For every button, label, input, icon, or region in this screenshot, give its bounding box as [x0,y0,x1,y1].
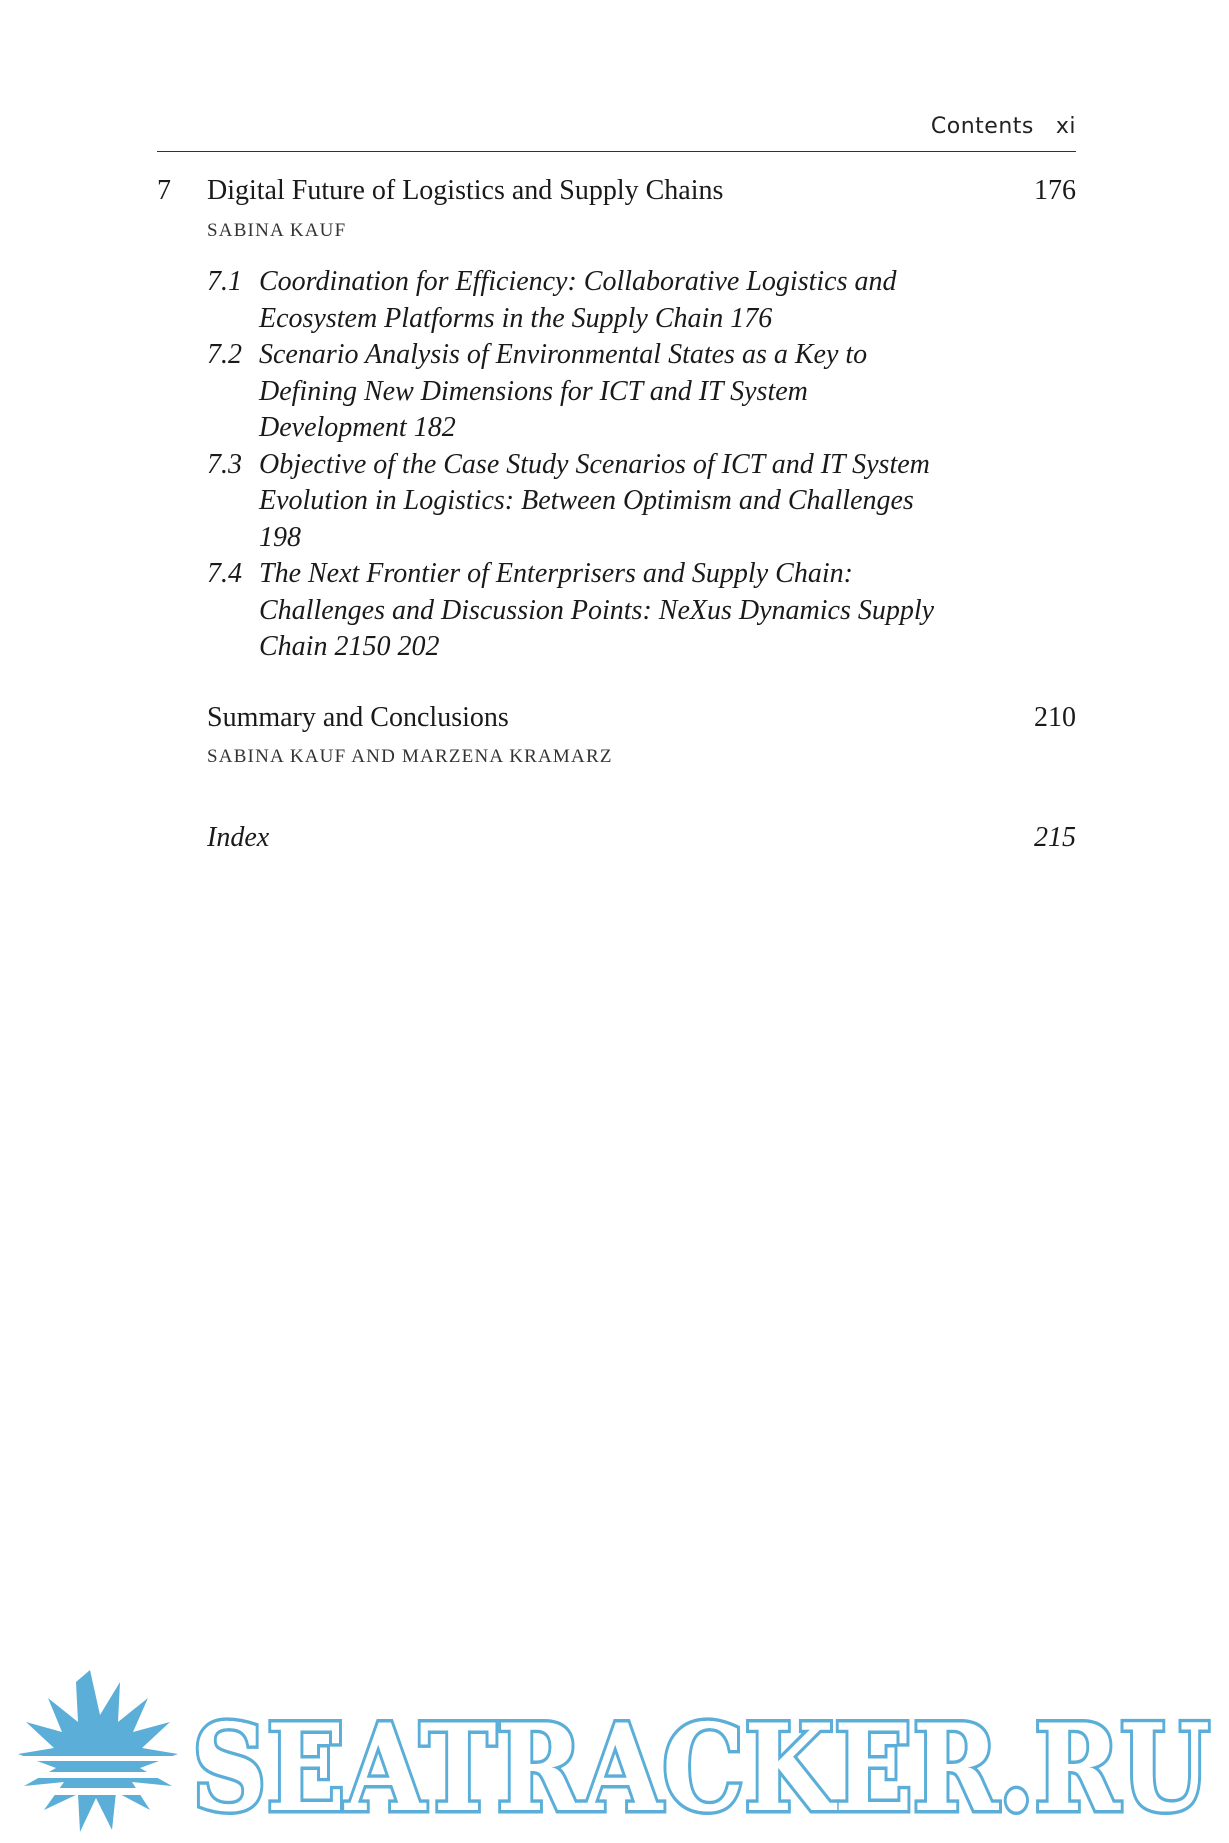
chapter-number: 7 [157,175,171,206]
section-number: 7.3 [207,448,242,480]
section-entry[interactable] [207,447,967,557]
section-entry[interactable] [207,556,967,666]
index-title[interactable]: Index [207,822,270,853]
section-title: Coordination for Efficiency: Collaborative Logistics and Ecosystem Platforms in the Supply Chain 176 [259,266,897,334]
chapter-page-number: 176 [1034,175,1076,206]
section-number: 7.2 [207,339,242,370]
summary-authors: SABINA KAUF AND MARZENA KRAMARZ [207,746,613,767]
sun-icon [0,1670,190,1832]
summary-title[interactable]: Summary and Conclusions [207,702,509,733]
chapter-title[interactable]: Digital Future of Logistics and Supply Chains [207,175,724,206]
watermark-logo [0,1660,1229,1843]
watermark-text: SEATRACKER.RU [192,1698,1210,1839]
chapter-author: SABINA KAUF [207,220,347,241]
running-header [931,114,1076,139]
section-list [207,264,967,666]
section-title: Scenario Analysis of Environmental States as a Key to Defining New Dimensions for ICT and IT System Development 182 [259,339,868,443]
running-header-page: xi [1055,114,1076,139]
section-number: 7.4 [207,558,242,589]
section-title: The Next Frontier of Enterprisers and Supply Chain: Challenges and Discussion Points: NeXus Dynamics Supply Chain 2150 202 [259,558,935,662]
summary-page-number: 210 [1034,702,1076,733]
index-page-number: 215 [1034,822,1076,853]
section-title: Objective of the Case Study Scenarios of ICT and IT System Evolution in Logistics: Between Optimism and Challenges 198 [259,448,930,553]
running-header-label: Contents [930,114,1034,139]
section-number: 7.1 [207,266,242,297]
watermark-text-fill: SEATRACKER.RU [192,1698,1210,1839]
header-rule [157,151,1076,152]
section-entry[interactable] [207,264,967,337]
section-entry[interactable] [207,337,967,447]
